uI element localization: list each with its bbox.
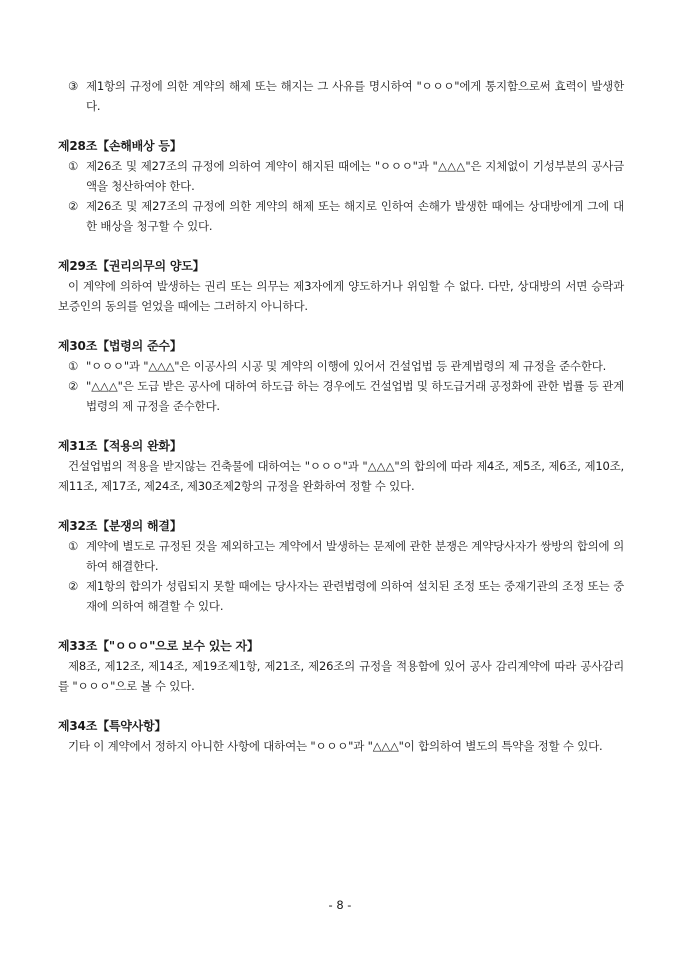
clause-marker: ① [68,359,79,373]
clause-text: 제1항의 규정에 의한 계약의 해제 또는 해지는 그 사유를 명시하여 "ㅇㅇㅇ"에게 통지함으로써 효력이 발생한다. [86,79,624,113]
article-31 [58,436,624,496]
article-paragraph: 제8조, 제12조, 제14조, 제19조제1항, 제21조, 제26조의 규정을 적용함에 있어 공사 감리계약에 따라 공사감리를 "ㅇㅇㅇ"으로 볼 수 있다. [58,659,624,693]
clause-marker: ① [68,539,79,553]
clause-marker: ① [68,159,79,173]
clause-marker: ② [68,379,79,393]
page-number: - 8 - [328,898,352,912]
clause-item [58,156,624,196]
clause-text: 제1항의 합의가 성립되지 못할 때에는 당사자는 관련법령에 의하여 설치된 조정 또는 중재기관의 조정 또는 중재에 의하여 해결할 수 있다. [86,579,624,613]
clause-marker: ② [68,579,79,593]
article-title: 제30조【법령의 준수】 [58,339,182,353]
article-paragraph: 건설업법의 적용을 받지않는 건축물에 대하여는 "ㅇㅇㅇ"과 "△△△"의 합의에 따라 제4조, 제5조, 제6조, 제10조, 제11조, 제17조, 제24조, 제30조제2항의 규정을 완화하여 정할 수 있다. [58,459,624,493]
article-28 [58,136,624,236]
article-title: 제31조【적용의 완화】 [58,439,182,453]
article-title: 제29조【권리의무의 양도】 [58,259,205,273]
clause-text: 제26조 및 제27조의 규정에 의하여 계약이 해지된 때에는 "ㅇㅇㅇ"과 "△△△"은 지체없이 기성부분의 공사금액을 청산하여야 한다. [86,159,624,193]
clause-item [58,356,624,376]
article-title: 제32조【분쟁의 해결】 [58,519,182,533]
clause-item [58,536,624,576]
clause-item [58,576,624,616]
article-32 [58,516,624,616]
clause-text: "△△△"은 도급 받은 공사에 대하여 하도급 하는 경우에도 건설업법 및 하도급거래 공정화에 관한 법률 등 관계법령의 제 규정을 준수한다. [86,379,624,413]
clause-text: 제26조 및 제27조의 규정에 의한 계약의 해제 또는 해지로 인하여 손해가 발생한 때에는 상대방에게 그에 대한 배상을 청구할 수 있다. [86,199,624,233]
article-paragraph: 이 계약에 의하여 발생하는 권리 또는 의무는 제3자에게 양도하거나 위임할 수 없다. 다만, 상대방의 서면 승락과 보증인의 동의를 얻었을 때에는 그러하지 아니하다. [58,279,624,313]
article-30 [58,336,624,416]
article-title: 제28조【손해배상 등】 [58,139,182,153]
article-title: 제34조【특약사항】 [58,719,167,733]
clause-text: "ㅇㅇㅇ"과 "△△△"은 이공사의 시공 및 계약의 이행에 있어서 건설업법 등 관계법령의 제 규정을 준수한다. [86,359,607,373]
article-title: 제33조【"ㅇㅇㅇ"으로 보수 있는 자】 [58,639,259,653]
document-body [58,76,624,756]
article-29 [58,256,624,316]
clause-marker: ② [68,199,79,213]
article-34 [58,716,624,756]
article-27-continuation [58,76,624,116]
clause-item [58,76,624,116]
article-paragraph: 기타 이 계약에서 정하지 아니한 사항에 대하여는 "ㅇㅇㅇ"과 "△△△"이 합의하여 별도의 특약을 정할 수 있다. [68,739,603,753]
clause-item [58,376,624,416]
clause-marker: ③ [68,79,79,93]
clause-item [58,196,624,236]
clause-text: 계약에 별도로 규정된 것을 제외하고는 계약에서 발생하는 문제에 관한 분쟁은 계약당사자가 쌍방의 합의에 의하여 해결한다. [86,539,624,573]
article-33 [58,636,624,696]
